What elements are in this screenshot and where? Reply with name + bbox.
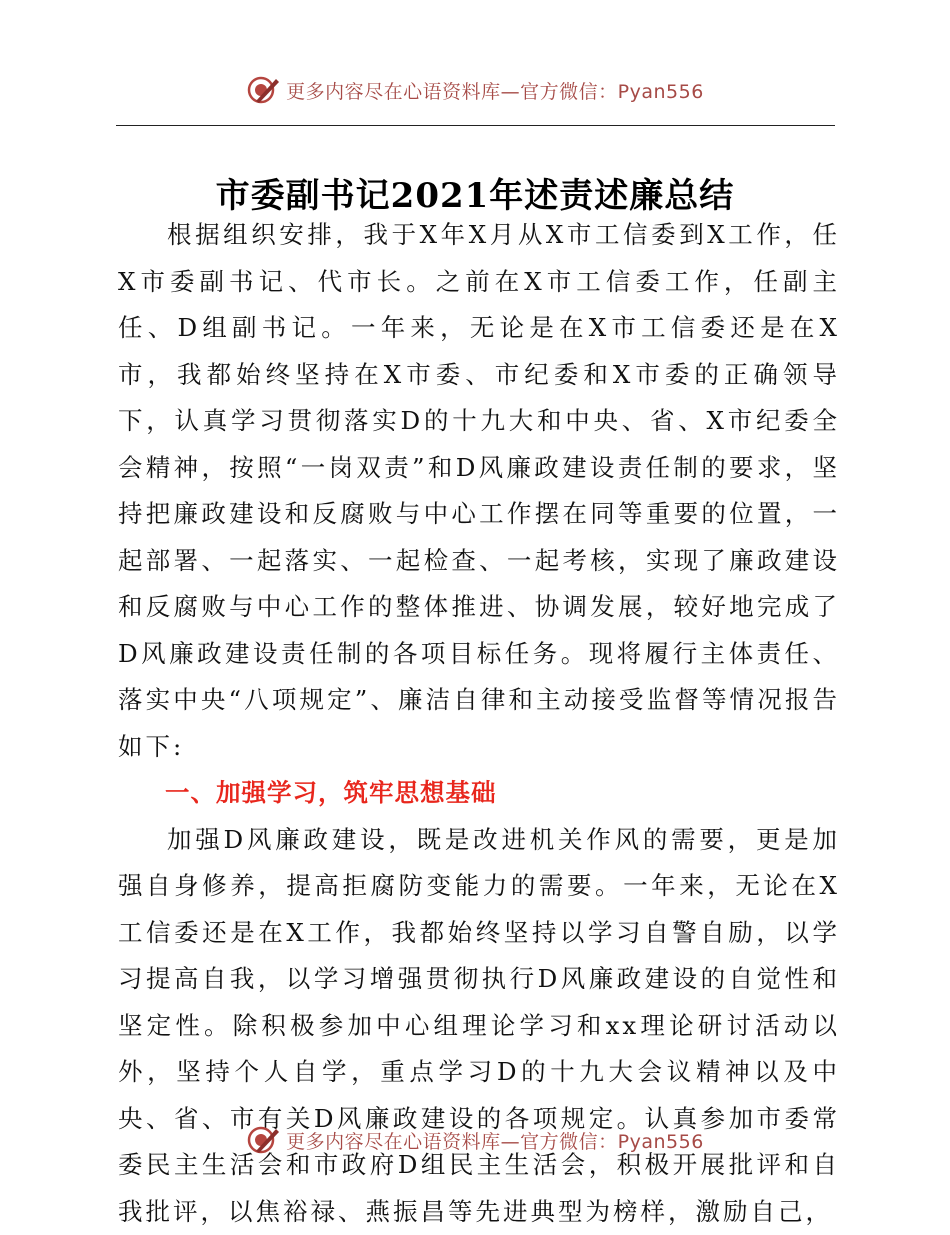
pen-logo-icon	[246, 1123, 280, 1157]
intro-paragraph: 根据组织安排，我于X年X月从X市工信委到X工作，任X市委副书记、代市长。之前在X市工信委工作，任副主任、D组副书记。一年来，无论是在X市工信委还是在X市，我都始终坚持在X市委、市纪委和X市委的正确领导下，认真学习贯彻落实D的十九大和中央、省、X市纪委全会精神，按照“一岗双责”和D风廉政建设责任制的要求，坚持把廉政建设和反腐败与中心工作摆在同等重要的位置，一起部署、一起落实、一起检查、一起考核，实现了廉政建设和反腐败与中心工作的整体推进、协调发展，较好地完成了D风廉政建设责任制的各项目标任务。现将履行主体责任、落实中央“八项规定”、廉洁自律和主动接受监督等情况报告如下:	[118, 212, 840, 770]
pen-logo-icon	[246, 73, 280, 107]
watermark-text: 更多内容尽在心语资料库—官方微信：Pyan556	[286, 77, 704, 104]
watermark-text: 更多内容尽在心语资料库—官方微信：Pyan556	[286, 1127, 704, 1154]
section-heading-1: 一、加强学习，筑牢思想基础	[118, 770, 840, 817]
document-title: 市委副书记2021年述责述廉总结	[0, 168, 950, 217]
section-1-paragraph: 加强D风廉政建设，既是改进机关作风的需要，更是加强自身修养，提高拒腐防变能力的需要。一年来，无论在X工信委还是在X工作，我都始终坚持以学习自警自励，以学习提高自我，以学习增强贯彻执行D风廉政建设的自觉性和坚定性。除积极参加中心组理论学习和xx理论研讨活动以外，坚持个人自学，重点学习D的十九大会议精神以及中央、省、市有关D风廉政建设的各项规定。认真参加市委常委民主生活会和市政府D组民主生活会，积极开展批评和自我批评，以焦裕禄、燕振昌等先进典型为榜样，激励自己，	[118, 817, 840, 1235]
header-watermark	[0, 70, 950, 110]
header-divider	[116, 125, 835, 126]
document-body	[118, 212, 840, 1235]
footer-watermark	[0, 1120, 950, 1160]
